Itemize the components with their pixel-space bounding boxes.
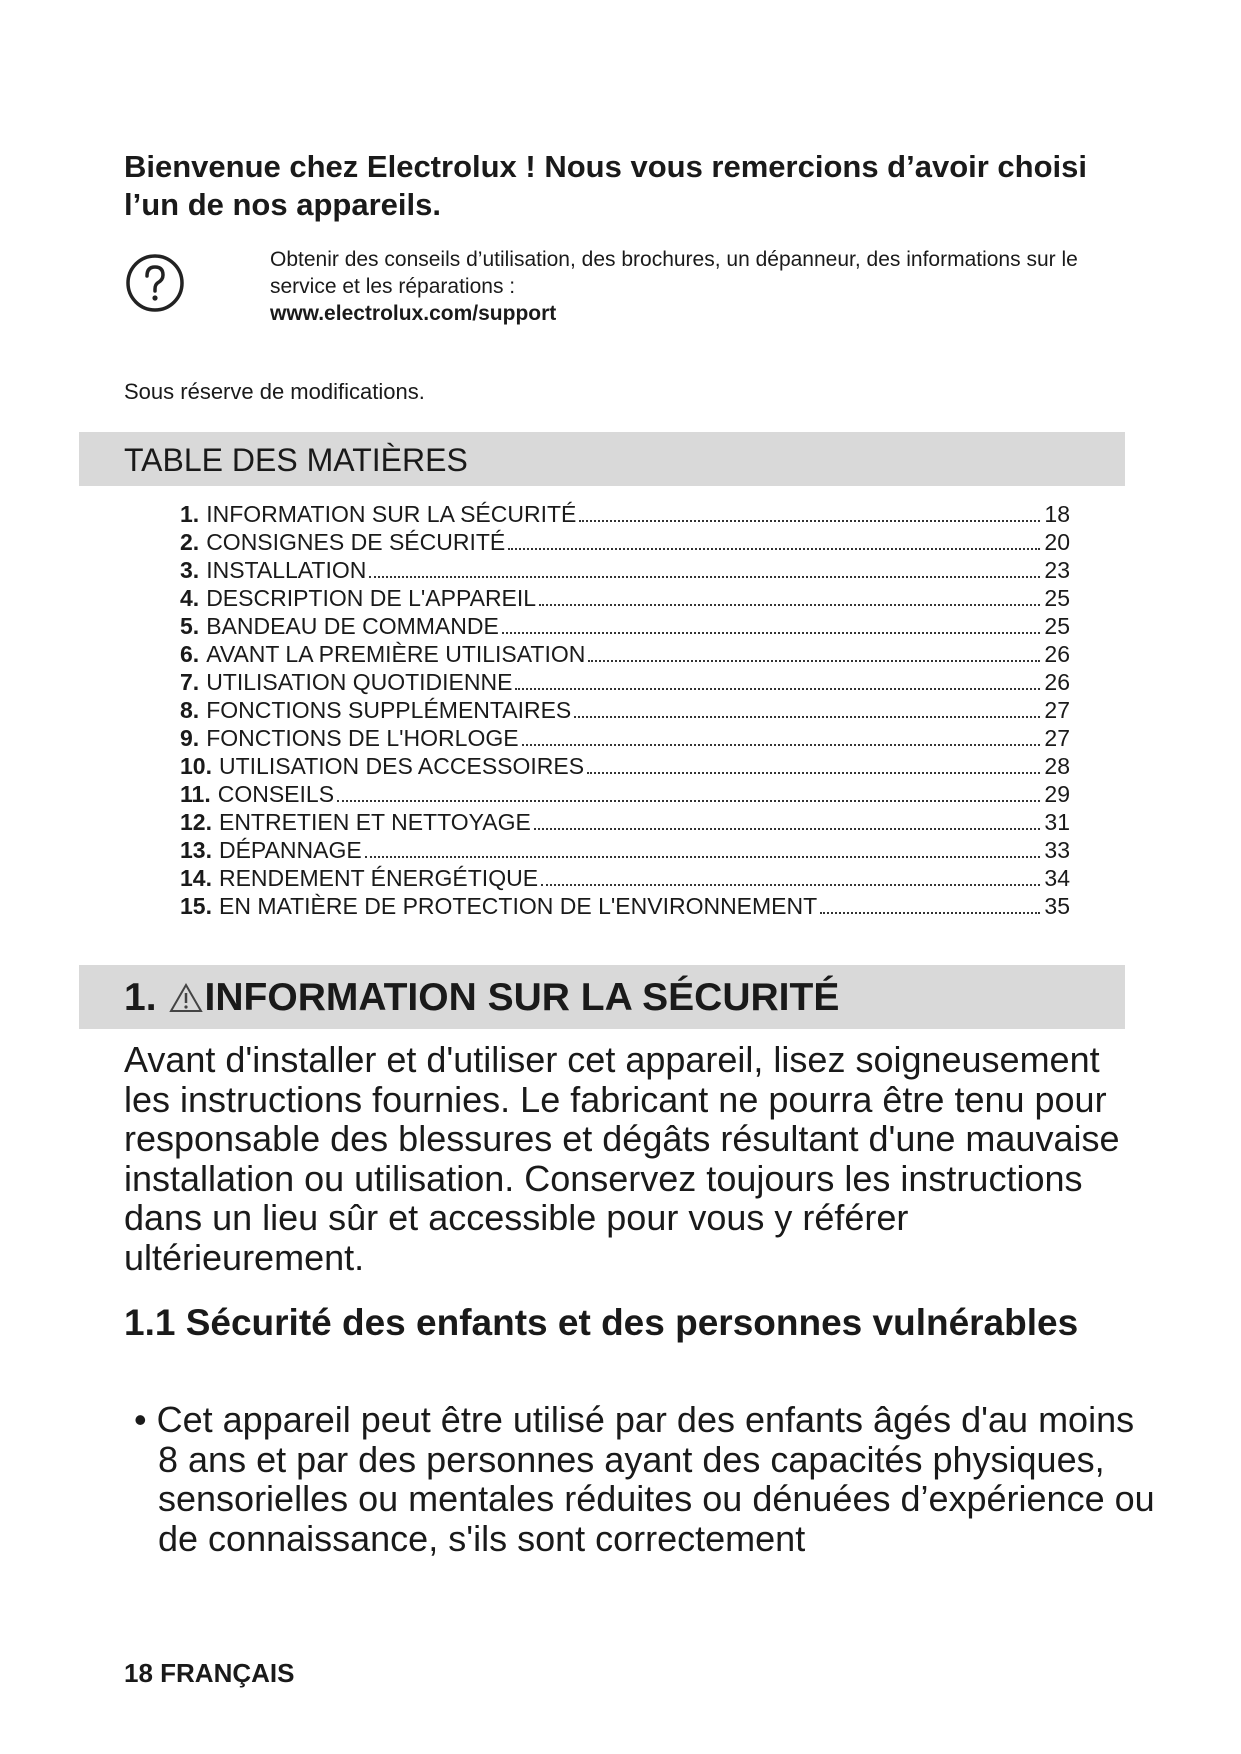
toc-entry-title: ENTRETIEN ET NETTOYAGE bbox=[218, 809, 531, 835]
toc-entry-number: 6. bbox=[180, 641, 200, 667]
toc-entry-number: 12. bbox=[180, 809, 212, 835]
toc-entry-page: 33 bbox=[1044, 837, 1070, 863]
toc-entry-title: FONCTIONS DE L'HORLOGE bbox=[206, 725, 519, 751]
section-title bbox=[124, 976, 839, 1020]
modification-notice: Sous réserve de modifications. bbox=[124, 379, 425, 404]
toc-header-bar bbox=[79, 432, 1125, 486]
toc-entry[interactable] bbox=[180, 584, 1070, 612]
toc-dot-leader bbox=[534, 828, 1040, 830]
support-info-text: Obtenir des conseils d’utilisation, des brochures, un dépanneur, des informations sur le service et les réparations : bbox=[270, 248, 1078, 298]
toc-dot-leader bbox=[579, 520, 1040, 522]
section-header-bar bbox=[79, 965, 1125, 1029]
toc-entry[interactable] bbox=[180, 808, 1070, 836]
toc-entry-number: 10. bbox=[180, 753, 212, 779]
toc-entry-title: DESCRIPTION DE L'APPAREIL bbox=[206, 585, 537, 611]
toc-entry-page: 26 bbox=[1044, 669, 1070, 695]
toc-entry-page: 31 bbox=[1044, 809, 1070, 835]
toc-entry-page: 28 bbox=[1044, 753, 1070, 779]
warning-triangle-icon bbox=[169, 982, 203, 1014]
toc-entry-page: 25 bbox=[1044, 613, 1070, 639]
toc-entry[interactable] bbox=[180, 836, 1070, 864]
toc-entry-title: INSTALLATION bbox=[206, 557, 367, 583]
toc-entry[interactable] bbox=[180, 696, 1070, 724]
toc-dot-leader bbox=[502, 632, 1040, 634]
toc-entry-page: 23 bbox=[1044, 557, 1070, 583]
toc-entry-title: EN MATIÈRE DE PROTECTION DE L'ENVIRONNEMENT bbox=[218, 893, 818, 919]
toc-entry-number: 5. bbox=[180, 613, 200, 639]
toc-entry[interactable] bbox=[180, 640, 1070, 668]
toc-entry-number: 7. bbox=[180, 669, 200, 695]
toc-dot-leader bbox=[522, 744, 1040, 746]
toc-entry-number: 15. bbox=[180, 893, 212, 919]
toc-entry-number: 11. bbox=[180, 781, 211, 807]
section-number: 1. bbox=[124, 976, 157, 1019]
toc-entry-page: 34 bbox=[1044, 865, 1070, 891]
support-link[interactable]: www.electrolux.com/support bbox=[270, 302, 557, 325]
welcome-heading: Bienvenue chez Electrolux ! Nous vous remercions d’avoir choisi l’un de nos appareils. bbox=[124, 149, 1088, 222]
subsection-heading: 1.1 Sécurité des enfants et des personnes vulnérables bbox=[124, 1302, 1079, 1343]
toc-entry-title: UTILISATION QUOTIDIENNE bbox=[206, 669, 513, 695]
toc-entry-title: FONCTIONS SUPPLÉMENTAIRES bbox=[206, 697, 572, 723]
toc-entry-title: RENDEMENT ÉNERGÉTIQUE bbox=[218, 865, 539, 891]
toc-entry-number: 3. bbox=[180, 557, 200, 583]
toc-entry-page: 20 bbox=[1044, 529, 1070, 555]
support-info bbox=[270, 246, 1130, 327]
toc-entry-title: CONSEILS bbox=[217, 781, 335, 807]
toc-entry-title: BANDEAU DE COMMANDE bbox=[206, 613, 499, 639]
toc-dot-leader bbox=[820, 912, 1040, 914]
toc-entry-page: 18 bbox=[1044, 501, 1070, 527]
toc-entry-page: 26 bbox=[1044, 641, 1070, 667]
toc-dot-leader bbox=[365, 856, 1040, 858]
toc-entry[interactable] bbox=[180, 500, 1070, 528]
toc-entry[interactable] bbox=[180, 892, 1070, 920]
toc-dot-leader bbox=[587, 772, 1040, 774]
toc-entry-number: 9. bbox=[180, 725, 200, 751]
toc-entry[interactable] bbox=[180, 556, 1070, 584]
toc-entry-title: DÉPANNAGE bbox=[218, 837, 362, 863]
toc-entry-page: 27 bbox=[1044, 697, 1070, 723]
toc-entry-number: 8. bbox=[180, 697, 200, 723]
toc-entry-page: 35 bbox=[1044, 893, 1070, 919]
toc-entry[interactable] bbox=[180, 668, 1070, 696]
bullet-item bbox=[124, 1400, 1158, 1558]
intro-paragraph: Avant d'installer et d'utiliser cet appareil, lisez soigneusement les instructions fournies. Le fabricant ne pourra être tenu pour responsable des blessures et dégâts résultant d'une mauvaise installation ou utilisation. Conservez toujours les instructions dans un lieu sûr et accessible pour vous y référer ultérieurement. bbox=[124, 1039, 1120, 1278]
toc-entry-number: 14. bbox=[180, 865, 212, 891]
toc-entry-page: 27 bbox=[1044, 725, 1070, 751]
bullet-text: Cet appareil peut être utilisé par des enfants âgés d'au moins 8 ans et par des personnes ayant des capacités physiques, sensorielles ou mentales réduites ou dénuées d’expérience ou de connaissance, s'ils sont correctement bbox=[156, 1399, 1155, 1559]
table-of-contents bbox=[180, 500, 1070, 920]
toc-entry-title: INFORMATION SUR LA SÉCURITÉ bbox=[206, 501, 577, 527]
question-circle-icon bbox=[124, 252, 186, 314]
toc-entry-title: AVANT LA PREMIÈRE UTILISATION bbox=[206, 641, 586, 667]
toc-entry[interactable] bbox=[180, 864, 1070, 892]
toc-dot-leader bbox=[515, 688, 1040, 690]
toc-entry[interactable] bbox=[180, 528, 1070, 556]
toc-entry-title: UTILISATION DES ACCESSOIRES bbox=[218, 753, 585, 779]
toc-entry-number: 4. bbox=[180, 585, 200, 611]
toc-dot-leader bbox=[574, 716, 1040, 718]
toc-entry-number: 13. bbox=[180, 837, 212, 863]
page-footer: 18 FRANÇAIS bbox=[124, 1658, 295, 1688]
toc-entry-number: 2. bbox=[180, 529, 200, 555]
toc-entry[interactable] bbox=[180, 724, 1070, 752]
toc-entry[interactable] bbox=[180, 752, 1070, 780]
toc-dot-leader bbox=[539, 604, 1040, 606]
toc-entry-page: 25 bbox=[1044, 585, 1070, 611]
section-title-text: INFORMATION SUR LA SÉCURITÉ bbox=[204, 976, 840, 1019]
toc-dot-leader bbox=[588, 660, 1040, 662]
toc-entry[interactable] bbox=[180, 612, 1070, 640]
toc-title: TABLE DES MATIÈRES bbox=[124, 442, 468, 478]
toc-entry-number: 1. bbox=[180, 501, 200, 527]
toc-dot-leader bbox=[541, 884, 1040, 886]
toc-entry[interactable] bbox=[180, 780, 1070, 808]
toc-entry-page: 29 bbox=[1044, 781, 1070, 807]
toc-entry-title: CONSIGNES DE SÉCURITÉ bbox=[206, 529, 506, 555]
toc-dot-leader bbox=[369, 576, 1040, 578]
bullet-mark: • bbox=[134, 1399, 147, 1440]
toc-dot-leader bbox=[508, 548, 1040, 550]
toc-dot-leader bbox=[337, 800, 1040, 802]
